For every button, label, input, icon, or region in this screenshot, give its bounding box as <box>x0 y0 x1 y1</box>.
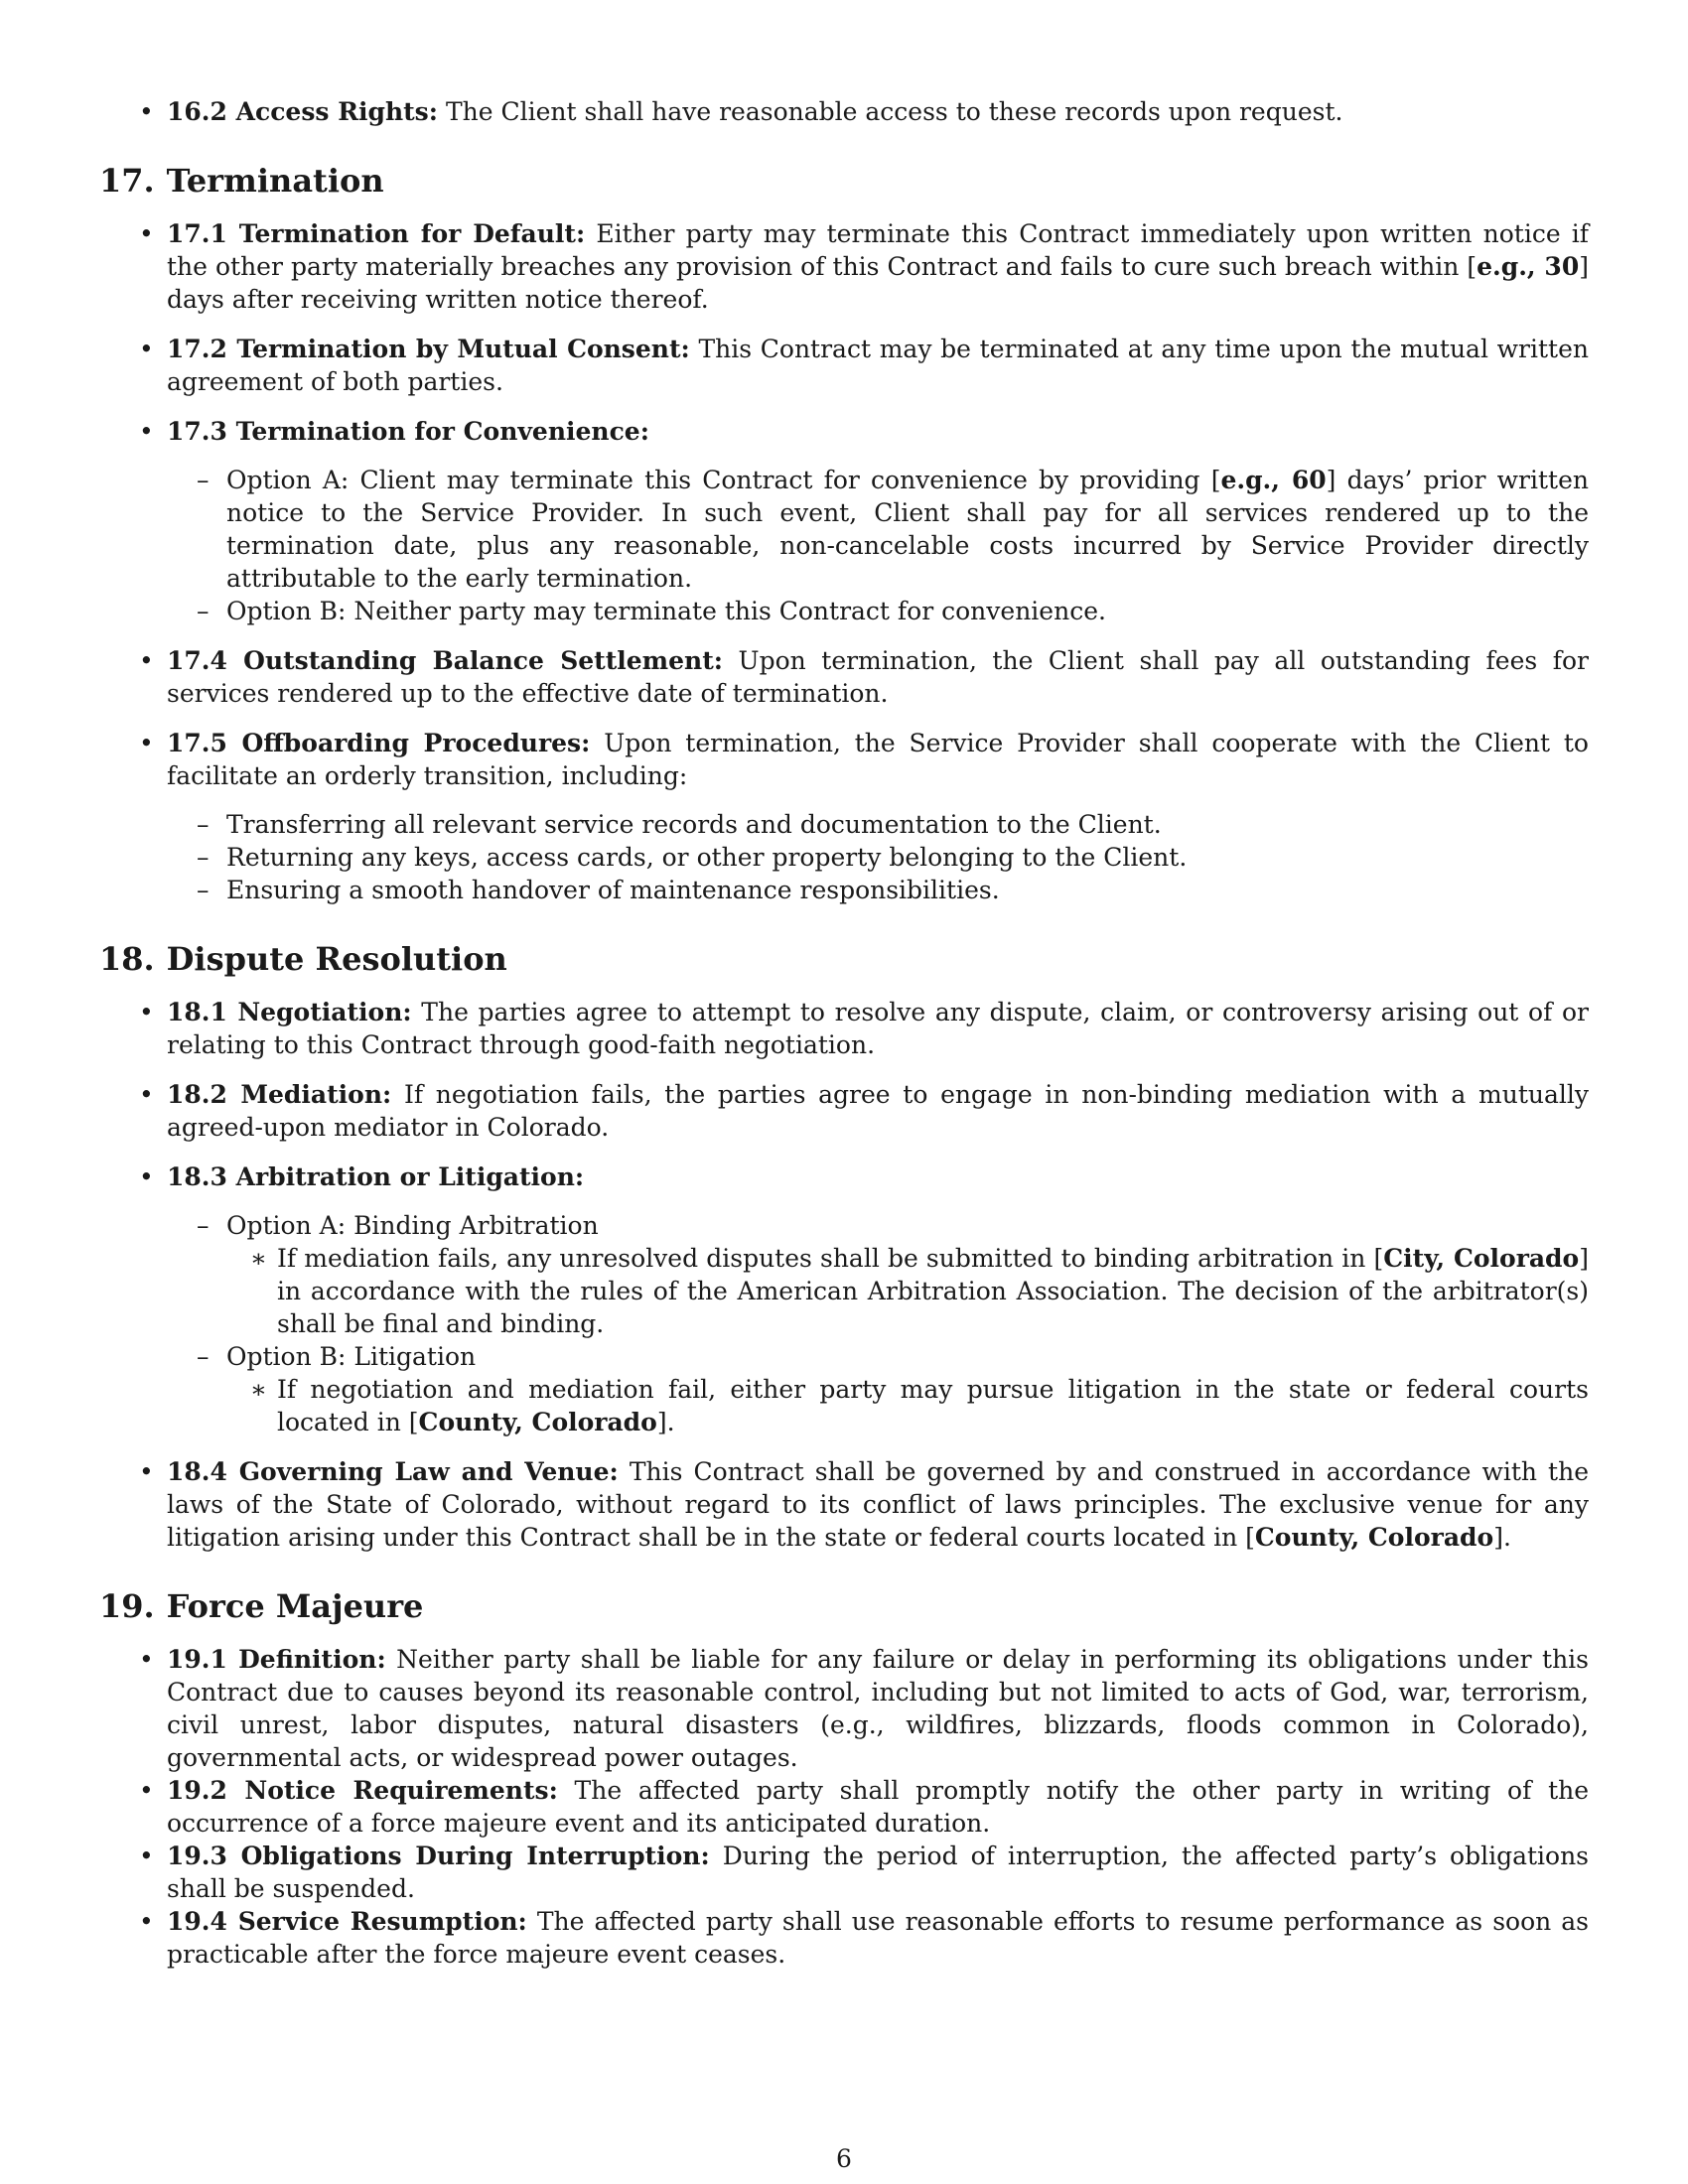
list-item: – Returning any keys, access cards, or other property belonging to the Client. <box>167 841 1589 874</box>
clause-text: Either party may terminate this Contract immediately upon written notice if the other party materially breaches any provision of this Contract and fails to cure such breach within [ <box>167 219 1590 281</box>
clause-label: 16.2 Access Rights: <box>167 97 438 126</box>
section-18-list <box>99 996 1589 1554</box>
option-title: Option A: Binding Arbitration <box>226 1211 599 1240</box>
section-heading-18 <box>99 940 1589 978</box>
option-text: ]. <box>656 1408 675 1436</box>
clause-17-5 <box>99 727 1589 906</box>
placeholder-value: e.g., 30 <box>1477 252 1580 281</box>
options-list <box>167 1209 1589 1438</box>
option-text: ] in accordance with the rules of the American Arbitration Association. The decision of the arbitrator(s) shall be final and binding. <box>277 1244 1589 1338</box>
option-text: ] days’ prior written notice to the Service Provider. In such event, Client shall pay for all services rendered up to the termination date, plus any reasonable, non-cancelable costs incurred by Service Provider directly attributable to the early termination. <box>226 466 1589 593</box>
list-item: – Ensuring a smooth handover of maintenance responsibilities. <box>167 874 1589 906</box>
option-a <box>167 464 1589 595</box>
clause-label: 19.4 Service Resumption: <box>167 1907 527 1936</box>
clause-label: 17.1 Termination for Default: <box>167 219 586 248</box>
clause-label: 17.2 Termination by Mutual Consent: <box>167 335 690 363</box>
clause-18-3 <box>99 1160 1589 1438</box>
clause-label: 17.4 Outstanding Balance Settlement: <box>167 646 723 675</box>
section-number: 18. <box>99 940 155 978</box>
option-a <box>167 1209 1589 1340</box>
clause-text: The affected party shall promptly notify the other party in writing of the occurrence of a force majeure event and its anticipated duration. <box>167 1776 1590 1838</box>
clause-17-4 <box>99 644 1589 710</box>
placeholder-value: County, Colorado <box>418 1408 657 1436</box>
section-heading-17 <box>99 162 1589 200</box>
clause-text: ] days after receiving written notice thereof. <box>167 252 1589 314</box>
clause-label: 17.5 Offboarding Procedures: <box>167 729 591 757</box>
clause-label: 19.2 Notice Requirements: <box>167 1776 558 1805</box>
option-b: – Option B: Neither party may terminate this Contract for convenience. <box>167 595 1589 627</box>
placeholder-value: e.g., 60 <box>1220 466 1327 494</box>
list-item <box>226 1242 1589 1340</box>
placeholder-value: County, Colorado <box>1254 1523 1494 1552</box>
clause-19-1 <box>99 1643 1589 1774</box>
section-heading-19 <box>99 1587 1589 1625</box>
clause-label: 18.3 Arbitration or Litigation: <box>167 1162 585 1191</box>
options-list <box>167 464 1589 627</box>
clause-text: If negotiation fails, the parties agree to engage in non-binding mediation with a mutually agreed-upon mediator in Colorado. <box>167 1080 1589 1142</box>
offboarding-list <box>167 808 1589 906</box>
clause-19-4 <box>99 1905 1589 1971</box>
clause-text: ]. <box>1493 1523 1511 1552</box>
clause-text: Upon termination, the Client shall pay all outstanding fees for services rendered up to the effective date of termination. <box>167 646 1589 708</box>
clause-label: 18.1 Negotiation: <box>167 998 412 1026</box>
clause-16-2 <box>99 95 1589 128</box>
clause-text: The parties agree to attempt to resolve any dispute, claim, or controversy arising out of or relating to this Contract through good-faith negotiation. <box>167 998 1590 1059</box>
section-number: 19. <box>99 1587 155 1625</box>
option-a-details <box>226 1242 1589 1340</box>
clause-text: During the period of interruption, the affected party’s obligations shall be suspended. <box>167 1842 1590 1903</box>
section-19-list <box>99 1643 1589 1971</box>
section-title: Force Majeure <box>166 1587 424 1625</box>
option-text: If mediation fails, any unresolved disputes shall be submitted to binding arbitration in [ <box>277 1244 1384 1273</box>
option-title: Option B: Litigation <box>226 1342 477 1371</box>
list-item <box>226 1373 1589 1438</box>
section-title: Dispute Resolution <box>166 940 507 978</box>
clause-18-1 <box>99 996 1589 1061</box>
clause-text: Upon termination, the Service Provider shall cooperate with the Client to facilitate an orderly transition, including: <box>167 729 1589 790</box>
option-text: Option A: Client may terminate this Contract for convenience by providing [ <box>226 466 1221 494</box>
option-text: If negotiation and mediation fail, either party may pursue litigation in the state or federal courts located in [ <box>277 1375 1589 1436</box>
clause-label: 19.3 Obligations During Interruption: <box>167 1842 710 1870</box>
placeholder-value: City, Colorado <box>1383 1244 1580 1273</box>
clause-label: 17.3 Termination for Convenience: <box>167 417 649 446</box>
clause-label: 19.1 Definition: <box>167 1645 386 1674</box>
clause-17-1 <box>99 217 1589 316</box>
clause-text: The affected party shall use reasonable efforts to resume performance as soon as practicable after the force majeure event ceases. <box>167 1907 1590 1969</box>
clause-19-2 <box>99 1774 1589 1840</box>
section-number: 17. <box>99 162 155 200</box>
clause-text: The Client shall have reasonable access to these records upon request. <box>445 97 1343 126</box>
clause-19-3 <box>99 1840 1589 1905</box>
clause-label: 18.4 Governing Law and Venue: <box>167 1457 619 1486</box>
document-page <box>99 95 1589 1971</box>
clause-text: This Contract may be terminated at any time upon the mutual written agreement of both parties. <box>167 335 1589 396</box>
clause-17-3 <box>99 415 1589 627</box>
section-16-list <box>99 95 1589 128</box>
option-b-details <box>226 1373 1589 1438</box>
clause-18-2 <box>99 1078 1589 1144</box>
clause-label: 18.2 Mediation: <box>167 1080 392 1109</box>
option-b <box>167 1340 1589 1438</box>
list-item: – Transferring all relevant service records and documentation to the Client. <box>167 808 1589 841</box>
clause-text: This Contract shall be governed by and construed in accordance with the laws of the State of Colorado, without regard to its conflict of laws principles. The exclusive venue for any litigation arising under this Contract shall be in the state or federal courts located in [ <box>167 1457 1590 1552</box>
section-17-list <box>99 217 1589 906</box>
section-title: Termination <box>166 162 384 200</box>
clause-text: Neither party shall be liable for any failure or delay in performing its obligations under this Contract due to causes beyond its reasonable control, including but not limited to acts of God, war, terrorism, civil unrest, labor disputes, natural disasters (e.g., wildfires, blizzards, floods common in Colorado), governmental acts, or widespread power outages. <box>167 1645 1590 1772</box>
clause-18-4 <box>99 1455 1589 1554</box>
clause-17-2 <box>99 333 1589 398</box>
page-number: 6 <box>836 2144 852 2173</box>
